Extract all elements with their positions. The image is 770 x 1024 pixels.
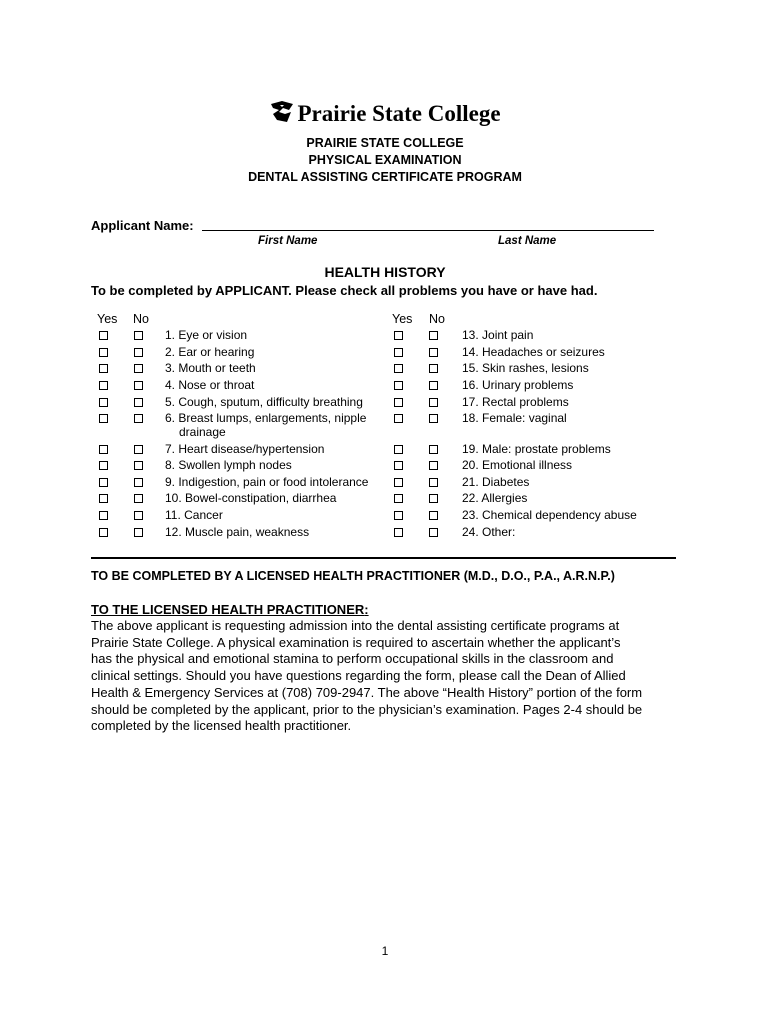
to-practitioner-colon: : [364,602,369,617]
item-label: 3. Mouth or teeth [165,361,256,375]
item-label: 7. Heart disease/hypertension [165,442,325,456]
practitioner-heading: TO BE COMPLETED BY A LICENSED HEALTH PRACTITIONER (M.D., D.O., P.A., A.R.N.P.) [91,569,615,583]
paragraph-line: Health & Emergency Services at (708) 709-2947. The above “Health History” portion of the form [91,684,643,700]
item-label: 19. Male: prostate problems [462,442,611,456]
item-label: 4. Nose or throat [165,378,255,392]
yes-checkbox[interactable] [394,398,403,407]
paragraph-line: has the physical and emotional stamina to perform occupational skills in the classroom and [91,651,614,667]
no-checkbox[interactable] [134,364,143,373]
yes-checkbox[interactable] [394,478,403,487]
item-label: 14. Headaches or seizures [462,345,605,359]
section-divider [91,557,676,559]
item-label: 8. Swollen lymph nodes [165,458,292,472]
yes-checkbox[interactable] [394,364,403,373]
college-logo [0,100,770,127]
paragraph-line: should be completed by the applicant, prior to the physician’s examination. Pages 2-4 should be [91,701,643,717]
item-label: 6. Breast lumps, enlargements, nipple [165,411,367,425]
item-label: 5. Cough, sputum, difficulty breathing [165,395,363,409]
header-college: PRAIRIE STATE COLLEGE [306,136,464,150]
item-label: 23. Chemical dependency abuse [462,508,637,522]
yes-checkbox[interactable] [394,331,403,340]
applicant-name-field[interactable] [202,218,654,231]
yes-checkbox[interactable] [394,445,403,454]
no-checkbox[interactable] [429,331,438,340]
applicant-name-row [91,218,654,233]
item-label: 15. Skin rashes, lesions [462,361,589,375]
yes-column-header-right: Yes [392,312,413,326]
header-program: DENTAL ASSISTING CERTIFICATE PROGRAM [248,170,522,184]
no-checkbox[interactable] [134,461,143,470]
yes-checkbox[interactable] [99,511,108,520]
practitioner-instructions [91,618,691,735]
paragraph-line: Prairie State College. A physical examination is required to ascertain whether the applicant’s [91,634,621,650]
yes-checkbox[interactable] [394,461,403,470]
item-label: 9. Indigestion, pain or food intolerance [165,475,369,489]
item-label: 22. Allergies [462,491,528,505]
logo-text: Prairie State College [297,101,501,126]
yes-checkbox[interactable] [394,494,403,503]
no-checkbox[interactable] [134,348,143,357]
item-label: 24. Other: [462,525,516,539]
no-column-header-left: No [133,312,149,326]
item-label: 1. Eye or vision [165,328,248,342]
health-history-title: HEALTH HISTORY [324,264,446,280]
no-checkbox[interactable] [429,445,438,454]
to-practitioner-label: TO THE LICENSED HEALTH PRACTITIONER [91,602,365,617]
last-name-label: Last Name [498,235,557,247]
paragraph-line: clinical settings. Should you have questions regarding the form, please call the Dean of Allied [91,668,626,684]
yes-checkbox[interactable] [99,445,108,454]
no-checkbox[interactable] [134,494,143,503]
no-checkbox[interactable] [134,528,143,537]
no-checkbox[interactable] [429,478,438,487]
yes-checkbox[interactable] [394,381,403,390]
yes-checkbox[interactable] [99,494,108,503]
item-label: 17. Rectal problems [462,395,569,409]
item-label: 16. Urinary problems [462,378,574,392]
no-checkbox[interactable] [429,348,438,357]
item-label: 11. Cancer [165,508,223,522]
yes-checkbox[interactable] [394,511,403,520]
paragraph-line: The above applicant is requesting admission into the dental assisting certificate programs at [91,618,620,633]
yes-checkbox[interactable] [99,461,108,470]
no-checkbox[interactable] [429,364,438,373]
item-label: drainage [179,425,226,439]
no-checkbox[interactable] [134,331,143,340]
first-name-label: First Name [258,235,318,247]
prairie-state-logo-icon [269,100,295,124]
yes-checkbox[interactable] [99,331,108,340]
item-label: 21. Diabetes [462,475,530,489]
no-checkbox[interactable] [134,511,143,520]
yes-checkbox[interactable] [99,478,108,487]
item-label: 18. Female: vaginal [462,411,567,425]
to-practitioner-heading [91,602,369,617]
item-label: 12. Muscle pain, weakness [165,525,310,539]
paragraph-line: completed by the licensed health practitioner. [91,718,352,734]
no-checkbox[interactable] [429,461,438,470]
no-checkbox[interactable] [429,398,438,407]
no-checkbox[interactable] [134,445,143,454]
page-number: 1 [381,944,389,958]
item-label: 2. Ear or hearing [165,345,255,359]
yes-checkbox[interactable] [394,528,403,537]
yes-checkbox[interactable] [99,381,108,390]
yes-column-header-left: Yes [97,312,118,326]
no-checkbox[interactable] [429,528,438,537]
yes-checkbox[interactable] [99,348,108,357]
no-checkbox[interactable] [134,478,143,487]
yes-checkbox[interactable] [394,414,403,423]
yes-checkbox[interactable] [99,414,108,423]
header-exam: PHYSICAL EXAMINATION [308,153,462,167]
no-checkbox[interactable] [429,494,438,503]
no-checkbox[interactable] [134,381,143,390]
no-checkbox[interactable] [134,414,143,423]
applicant-name-label: Applicant Name: [91,218,194,233]
no-column-header-right: No [429,312,445,326]
item-label: 20. Emotional illness [462,458,573,472]
no-checkbox[interactable] [134,398,143,407]
no-checkbox[interactable] [429,381,438,390]
no-checkbox[interactable] [429,414,438,423]
item-label: 13. Joint pain [462,328,534,342]
yes-checkbox[interactable] [394,348,403,357]
yes-checkbox[interactable] [99,398,108,407]
item-label: 10. Bowel-constipation, diarrhea [165,491,337,505]
health-history-instructions: To be completed by APPLICANT. Please check all problems you have or have had. [91,283,598,298]
yes-checkbox[interactable] [99,528,108,537]
no-checkbox[interactable] [429,511,438,520]
yes-checkbox[interactable] [99,364,108,373]
